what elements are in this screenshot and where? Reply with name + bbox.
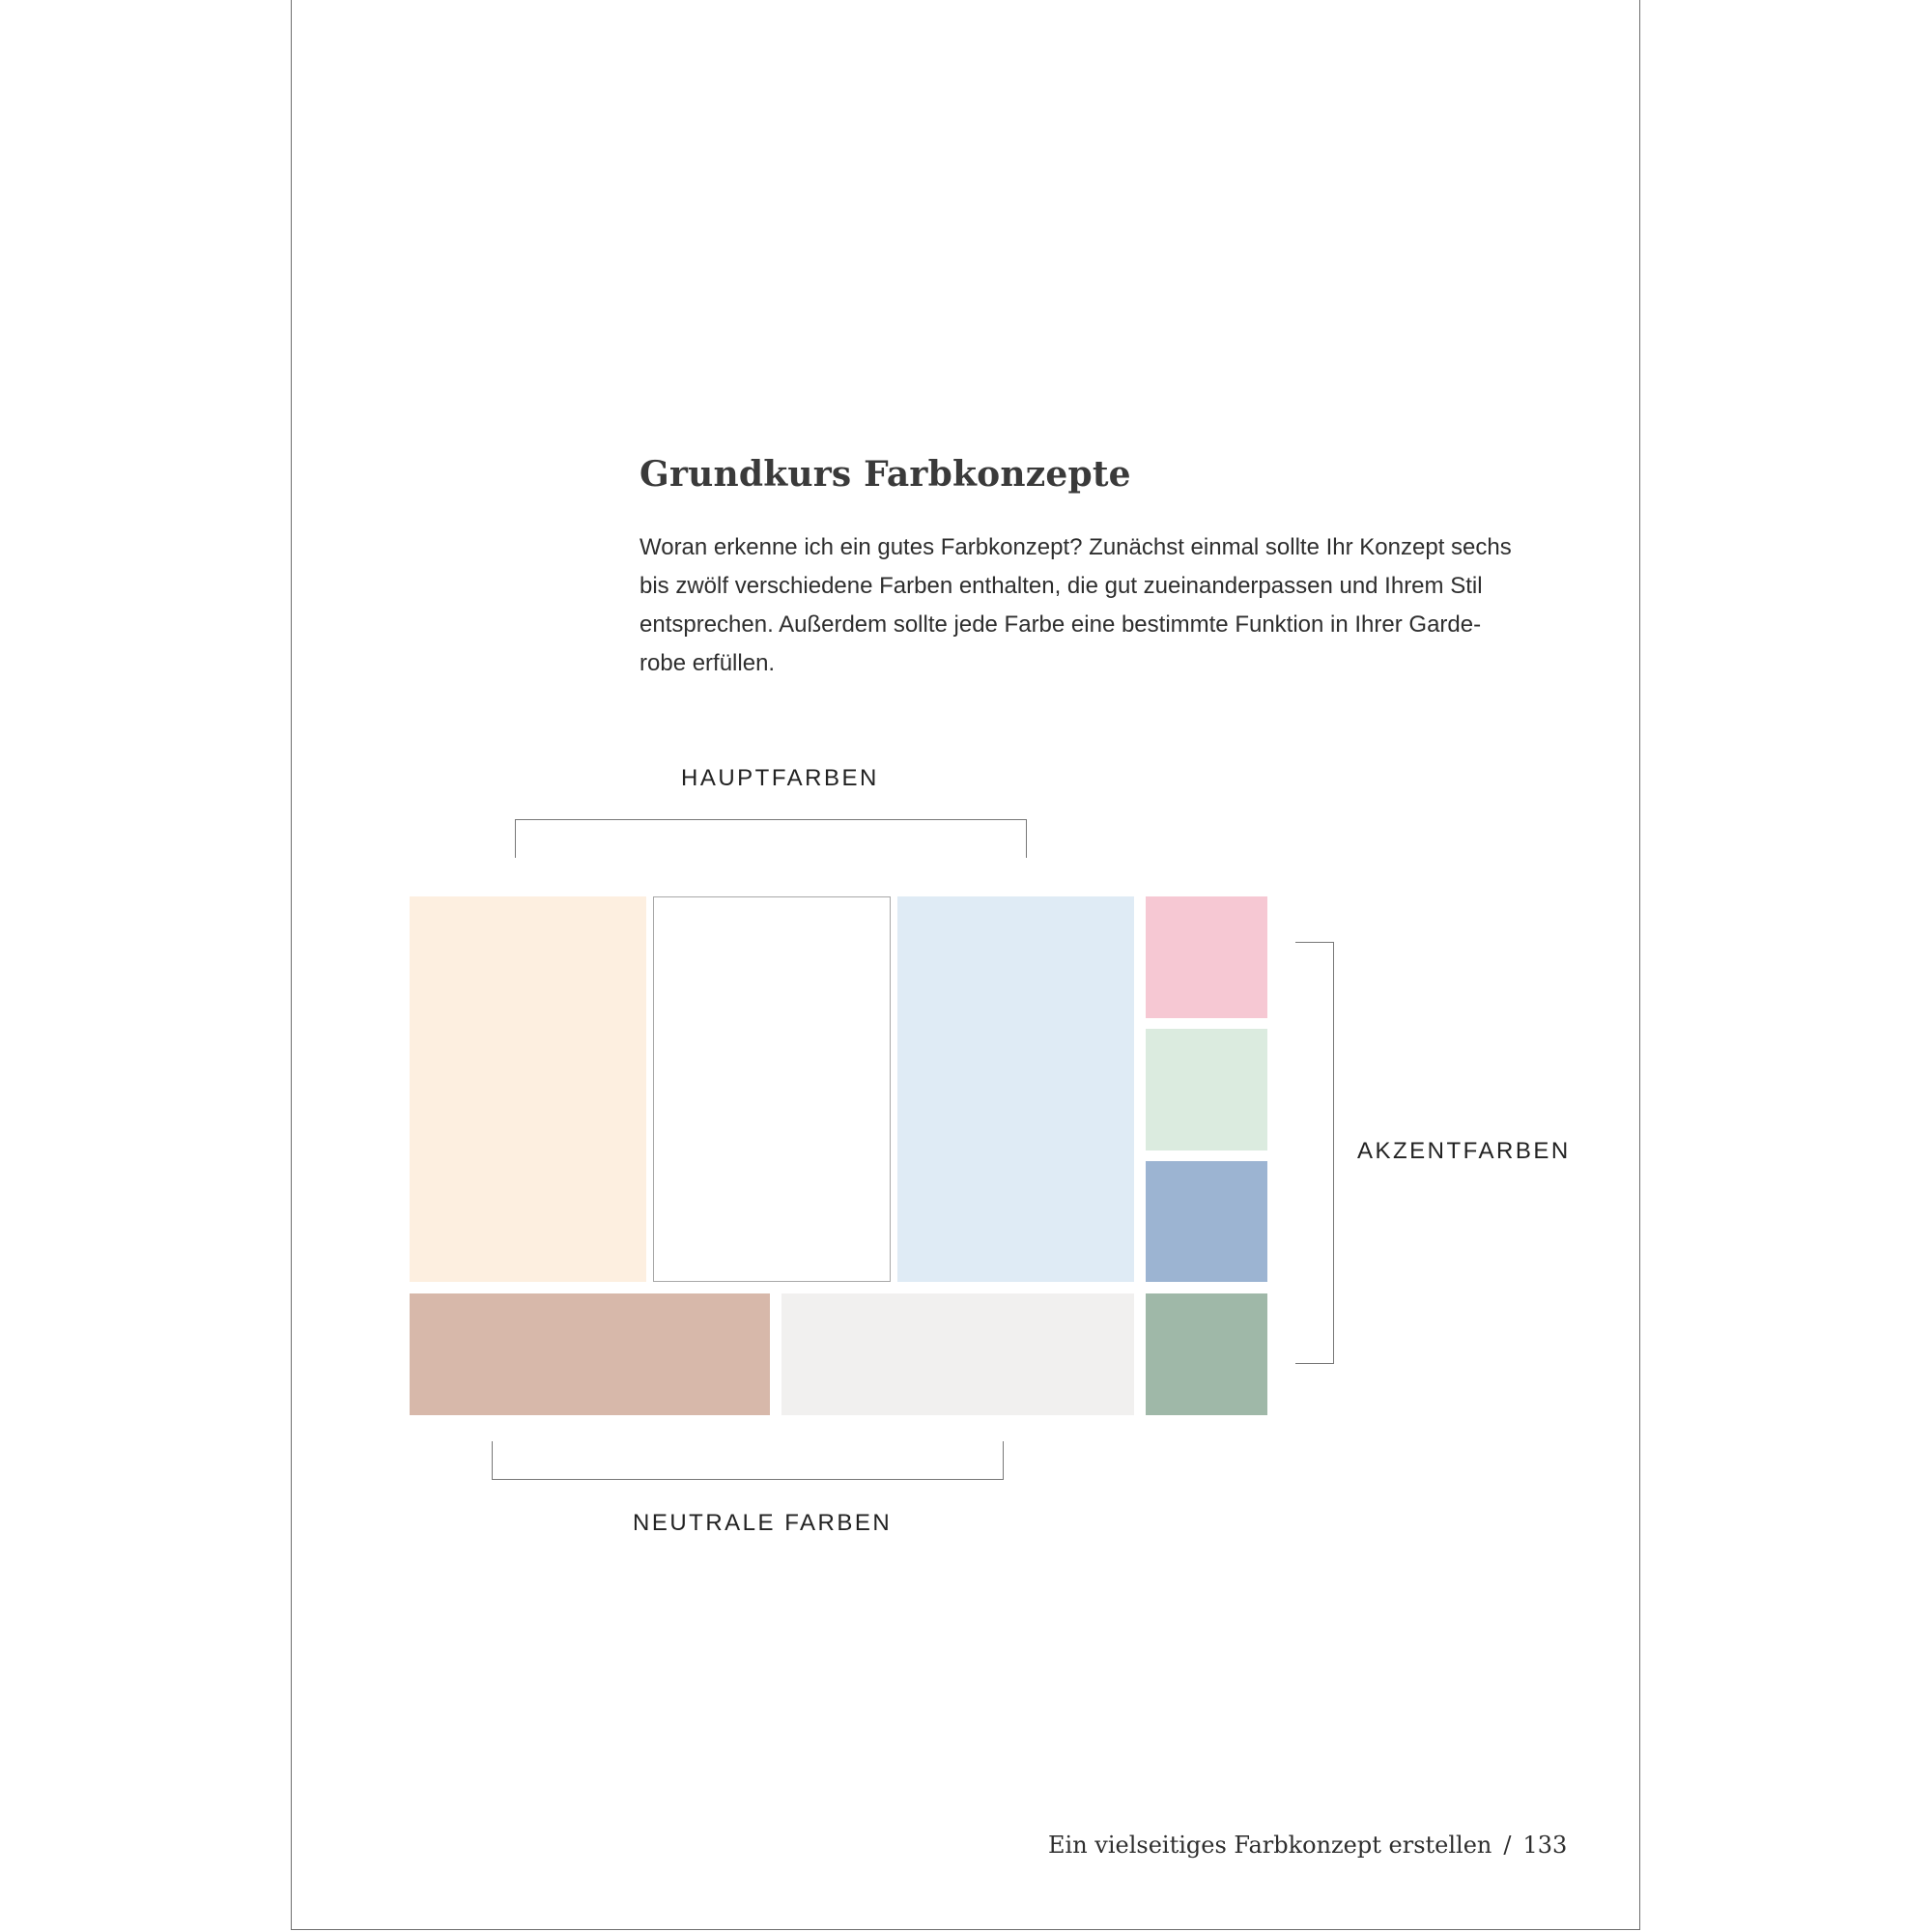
main-color-swatch-white <box>653 896 891 1282</box>
intro-line: entsprechen. Außerdem sollte jede Farbe eine bestimmte Funktion in Ihrer Garde- <box>639 611 1482 638</box>
page-number: 133 <box>1522 1832 1568 1859</box>
neutral-colors-label: NEUTRALE FARBEN <box>633 1510 893 1536</box>
accent-color-swatch-pink <box>1146 896 1267 1018</box>
neutral-color-swatch-taupe <box>410 1293 770 1415</box>
footer-separator: / <box>1503 1832 1512 1859</box>
accent-color-swatch-mint <box>1146 1029 1267 1151</box>
accent-color-swatch-sage <box>1146 1293 1267 1415</box>
intro-line: bis zwölf verschiedene Farben enthalten, die gut zueinanderpassen und Ihrem Stil <box>639 573 1483 599</box>
intro-line: Woran erkenne ich ein gutes Farbkonzept? Zunächst einmal sollte Ihr Konzept sechs <box>639 534 1512 560</box>
main-color-swatch-cream <box>410 896 646 1282</box>
main-colors-label: HAUPTFARBEN <box>681 765 879 791</box>
accent-color-swatch-blue <box>1146 1161 1267 1282</box>
main-colors-bracket <box>515 819 1027 858</box>
neutral-color-swatch-light-grey <box>781 1293 1134 1415</box>
intro-line: robe erfüllen. <box>639 650 776 676</box>
main-color-swatch-light-blue <box>897 896 1134 1282</box>
neutral-colors-bracket <box>492 1441 1004 1480</box>
accent-colors-label: AKZENTFARBEN <box>1357 1138 1571 1164</box>
footer-chapter-title: Ein vielseitiges Farbkonzept erstellen <box>1048 1832 1492 1859</box>
accent-colors-bracket <box>1295 942 1334 1364</box>
intro-paragraph <box>639 528 1548 683</box>
page-heading: Grundkurs Farbkonzepte <box>639 454 1131 495</box>
running-footer <box>1048 1832 1567 1859</box>
